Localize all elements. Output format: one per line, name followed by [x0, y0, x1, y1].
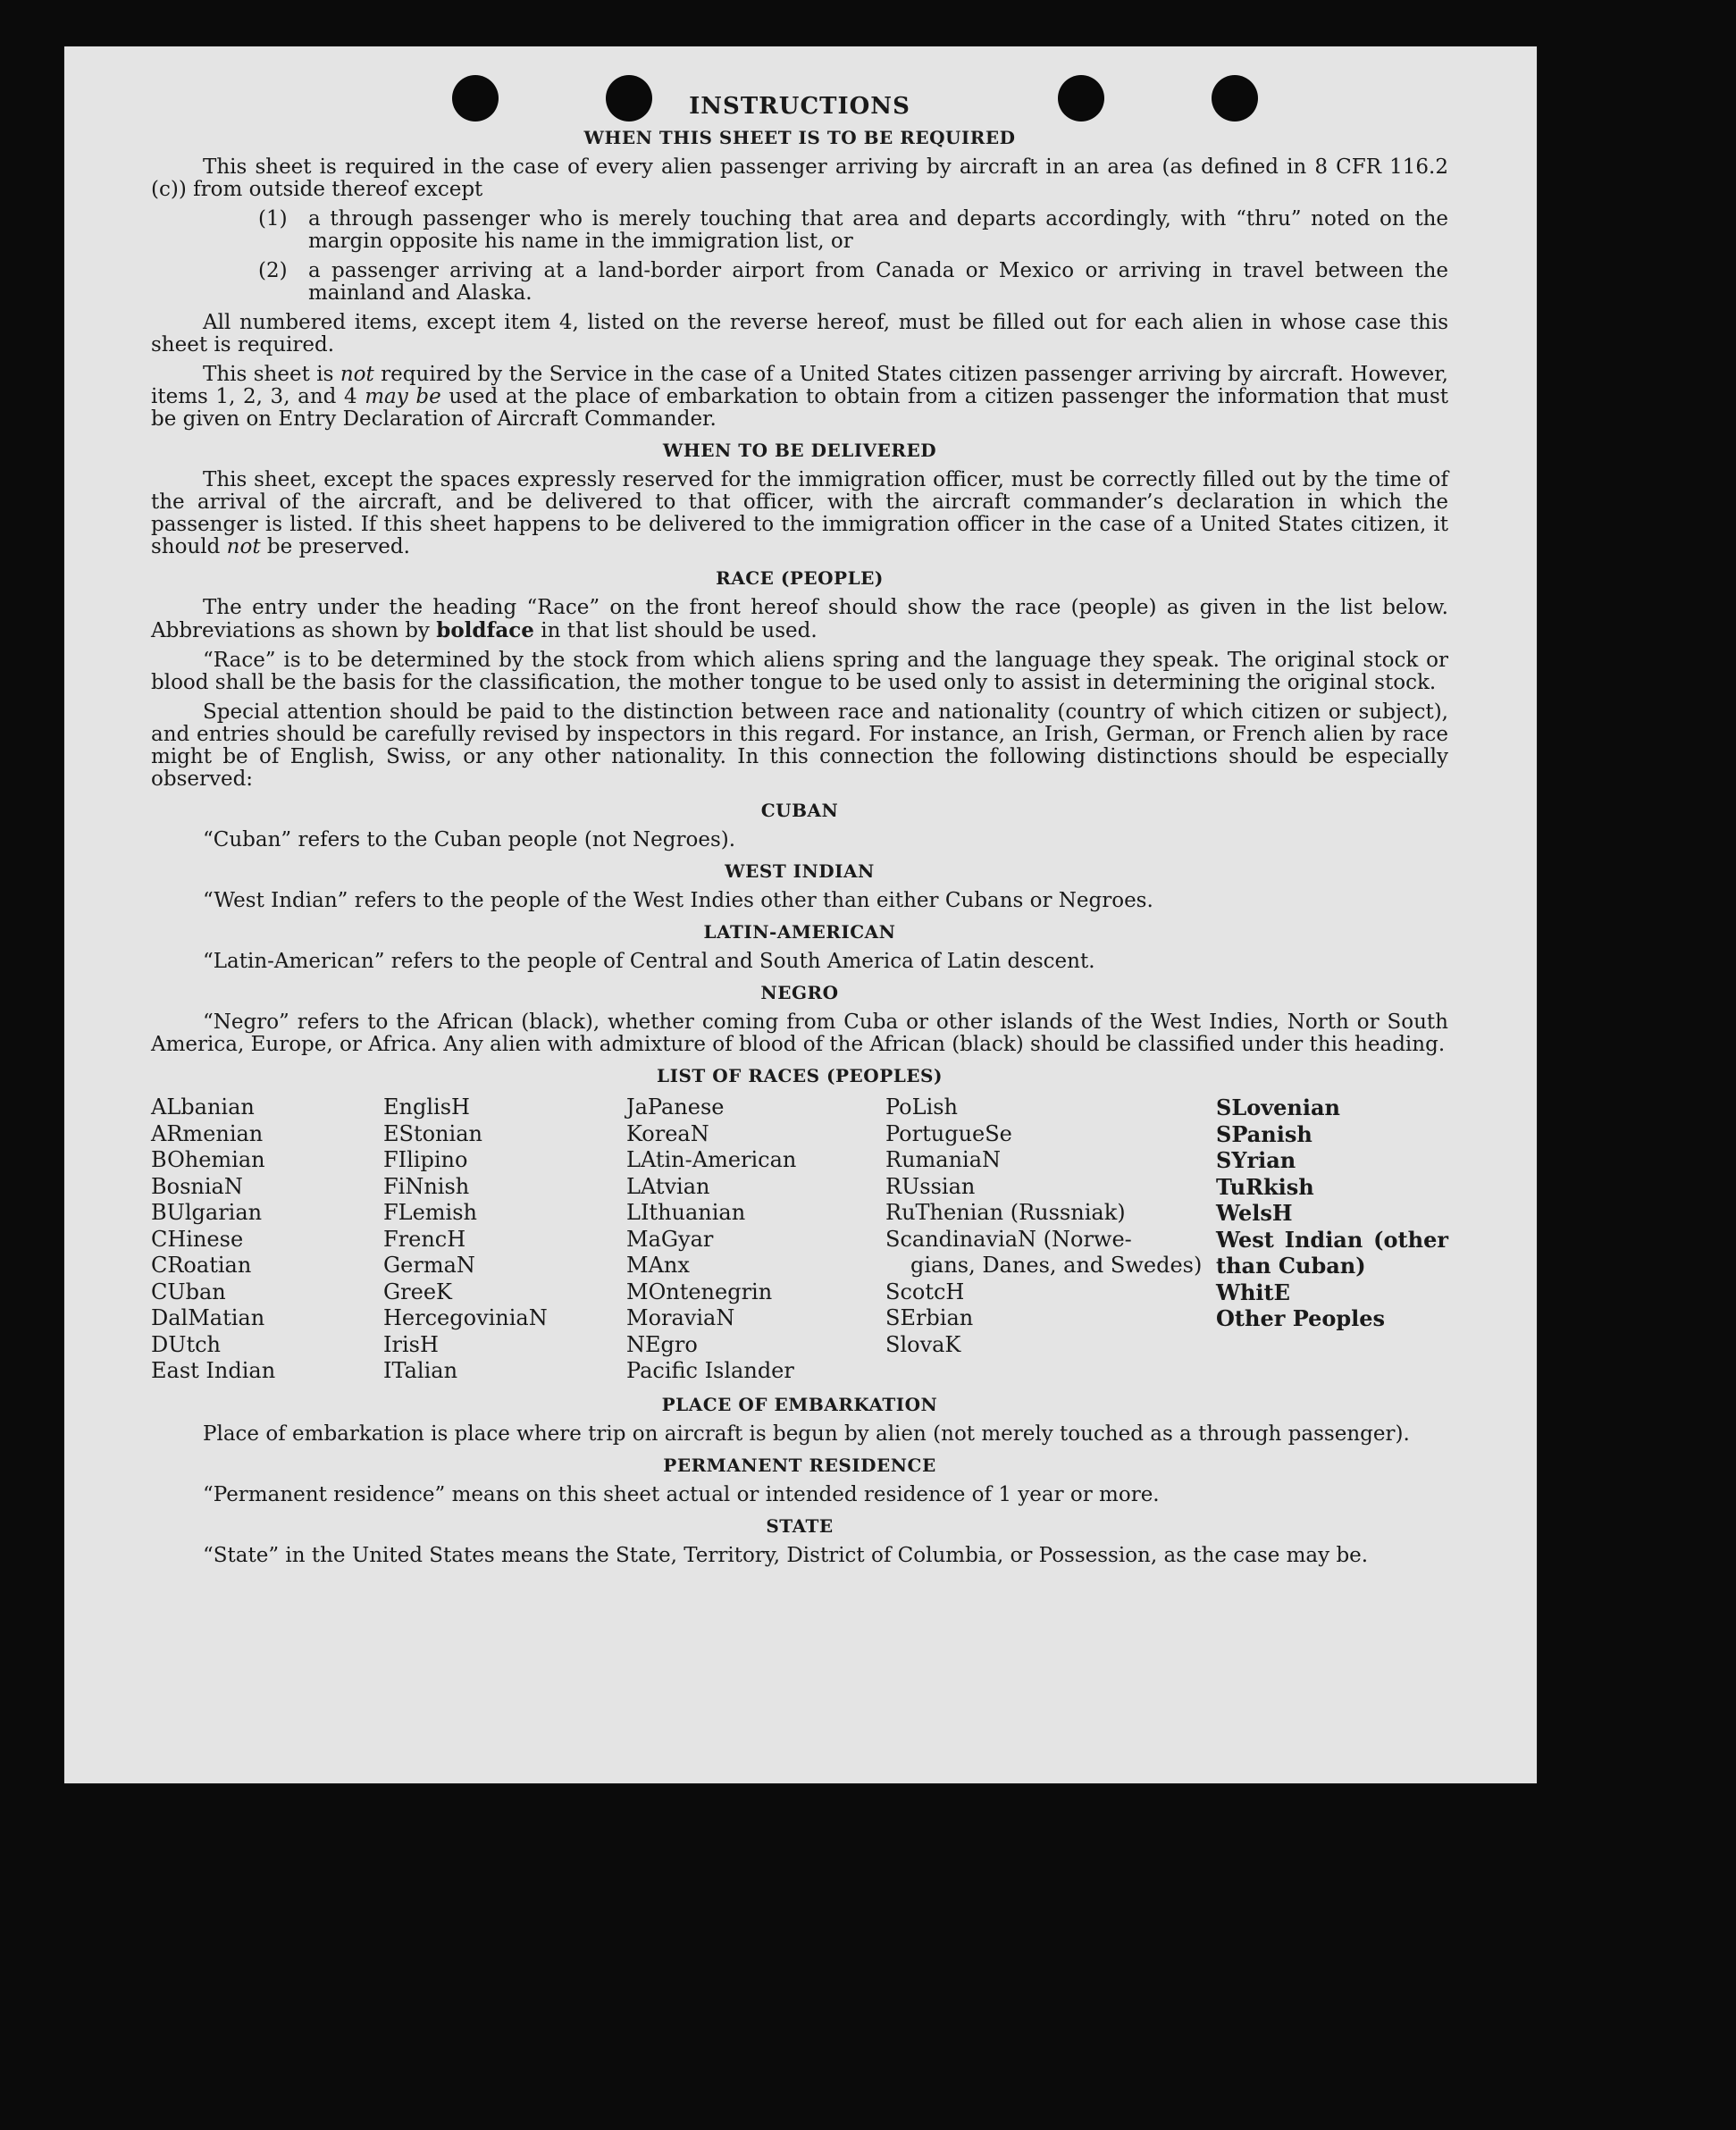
item-number: (1) — [258, 207, 288, 231]
race-entry: NEgro — [626, 1331, 698, 1357]
race-entry: West Indian (other than Cuban) — [1216, 1226, 1448, 1279]
text-run: This sheet is — [203, 363, 340, 386]
emphasis-may-be: may be — [365, 385, 441, 408]
race-entry: LIthuanian — [626, 1200, 746, 1225]
race-entry: SErbian — [885, 1305, 974, 1330]
race-entry: JaPanese — [626, 1094, 725, 1120]
race-entry: RUssian — [885, 1173, 976, 1199]
race-entry: GreeK — [383, 1279, 452, 1304]
race-entry: HercegoviniaN — [383, 1305, 548, 1330]
paragraph-latin-american: “Latin-American” refers to the people of Central and South America of Latin descent. — [203, 950, 1095, 973]
paragraph-delivered — [151, 469, 1448, 558]
paragraph-required-2: All numbered items, except item 4, listed on the reverse hereof, must be filled out for each alien in whose case this sheet is required. — [151, 311, 1448, 356]
race-column-1 — [151, 1094, 383, 1385]
bold-boldface: boldface — [436, 618, 534, 642]
race-entry: Pacific Islander — [626, 1358, 794, 1383]
race-column-5 — [1216, 1094, 1448, 1385]
race-entry: MAnx — [626, 1253, 690, 1278]
emphasis-not: not — [340, 363, 374, 386]
race-entry: FIlipino — [383, 1147, 468, 1172]
paragraph-state: “State” in the United States means the State, Territory, District of Columbia, or Possession, as the case may be. — [203, 1543, 1369, 1567]
section-heading-embarkation: PLACE OF EMBARKATION — [661, 1393, 938, 1415]
race-entry: SlovaK — [885, 1331, 961, 1357]
race-entry: CRoatian — [151, 1253, 252, 1278]
paragraph-required-1: This sheet is required in the case of every alien passenger arriving by aircraft in an area (as defined in 8 CFR 116.2 (c)) from outside thereof except — [151, 155, 1448, 201]
race-entry: BosniaN — [151, 1173, 243, 1199]
section-heading-state: STATE — [766, 1514, 834, 1537]
race-entry: East Indian — [151, 1358, 276, 1383]
race-list — [151, 1094, 1448, 1385]
race-entry: ITalian — [383, 1358, 458, 1383]
paragraph-race-1 — [151, 597, 1448, 642]
page-title: INSTRUCTIONS — [689, 93, 910, 120]
item-text: a passenger arriving at a land-border airport from Canada or Mexico or arriving in travel between the mainland and Alaska. — [308, 259, 1448, 305]
section-heading-delivered: WHEN TO BE DELIVERED — [662, 440, 937, 461]
paragraph-negro: “Negro” refers to the African (black), whether coming from Cuba or other islands of the West Indies, North or South America, Europe, or Africa. Any alien with admixture of blood of the African (black) should be classified under this heading. — [151, 1010, 1448, 1056]
race-entry: Other Peoples — [1216, 1305, 1386, 1331]
section-heading-residence: PERMANENT RESIDENCE — [663, 1454, 936, 1476]
text-run: used at the place of embarkation to obtain from a citizen passenger the information that must be given on Entry Declaration of Aircraft Commander. — [151, 385, 1448, 431]
text-run: required by the Service in the case of a United States citizen passenger arriving by aircraft. However, items 1, 2, 3, and 4 — [151, 363, 1448, 408]
exception-item-2 — [151, 260, 1448, 305]
race-entry-continuation: gians, Danes, and Swedes) — [910, 1253, 1203, 1278]
race-entry: CUban — [151, 1279, 226, 1304]
sheet-content — [151, 93, 1448, 1574]
race-entry: MaGyar — [626, 1226, 714, 1252]
text-run: The entry under the heading “Race” on the front hereof should show the race (people) as given in the list below. Abbreviations as shown by — [151, 596, 1448, 642]
race-entry: FiNnish — [383, 1173, 470, 1199]
item-text: a through passenger who is merely touching that area and departs accordingly, with “thru” noted on the margin opposite his name in the immigration list, or — [308, 207, 1448, 253]
paragraph-citizen — [151, 364, 1448, 431]
race-entry: PortugueSe — [885, 1120, 1012, 1146]
exception-item-1 — [151, 208, 1448, 253]
race-column-4 — [885, 1094, 1216, 1385]
section-heading-required: WHEN THIS SHEET IS TO BE REQUIRED — [583, 127, 1016, 148]
section-heading-race: RACE (PEOPLE) — [716, 567, 884, 589]
race-column-3 — [626, 1094, 885, 1385]
section-heading-latin-american: LATIN-AMERICAN — [703, 921, 896, 943]
section-heading-list-of-races: LIST OF RACES (PEOPLES) — [657, 1065, 943, 1086]
race-entry: FLemish — [383, 1200, 477, 1225]
race-entry: CHinese — [151, 1226, 244, 1252]
paragraph-residence: “Permanent residence” means on this sheet actual or intended residence of 1 year or more. — [203, 1482, 1160, 1506]
text-run: in that list should be used. — [533, 619, 818, 642]
race-entry: EnglisH — [383, 1094, 470, 1120]
race-entry: ALbanian — [151, 1094, 255, 1120]
section-heading-west-indian: WEST INDIAN — [725, 860, 875, 882]
emphasis-not: not — [226, 535, 261, 558]
race-entry: ScandinaviaN (Norwe- — [885, 1226, 1132, 1252]
paragraph-race-3: Special attention should be paid to the distinction between race and nationality (country of which citizen or subject), and entries should be carefully revised by inspectors in this regard. For instance, an Irish, German, or French alien by race might be of English, Swiss, or any other nationality. In this connection the following distinctions should be especially observed: — [151, 700, 1448, 791]
race-entry: SPanish — [1216, 1120, 1312, 1147]
race-entry: TuRkish — [1216, 1173, 1314, 1200]
race-entry: SYrian — [1216, 1147, 1296, 1173]
race-entry: PoLish — [885, 1094, 959, 1120]
race-entry: MOntenegrin — [626, 1279, 773, 1304]
race-entry: LAtvian — [626, 1173, 710, 1199]
text-run: This sheet, except the spaces expressly reserved for the immigration officer, must be correctly filled out by the time of the arrival of the aircraft, and be delivered to that officer, with the aircraft commander’s declaration in which the passenger is listed. If this sheet happens to be delivered to the immigration officer in the case of a United States citizen, it should — [151, 468, 1448, 558]
race-entry: KoreaN — [626, 1120, 709, 1146]
race-entry: MoraviaN — [626, 1305, 735, 1330]
item-number: (2) — [258, 259, 288, 282]
section-heading-cuban: CUBAN — [760, 800, 839, 821]
race-entry: RumaniaN — [885, 1147, 1002, 1172]
race-entry: BUlgarian — [151, 1200, 263, 1225]
race-entry: LAtin-American — [626, 1147, 797, 1172]
race-entry: SLovenian — [1216, 1094, 1340, 1120]
text-run: be preserved. — [260, 535, 410, 558]
race-entry: GermaN — [383, 1253, 475, 1278]
paragraph-west-indian: “West Indian” refers to the people of the West Indies other than either Cubans or Negroes. — [203, 889, 1153, 912]
paragraph-race-2: “Race” is to be determined by the stock from which aliens spring and the language they speak. The original stock or blood shall be the basis for the classification, the mother tongue to be used only to assist in determining the original stock. — [151, 649, 1448, 694]
race-entry: IrisH — [383, 1331, 439, 1357]
race-entry: ARmenian — [151, 1120, 264, 1146]
race-entry: DalMatian — [151, 1305, 265, 1330]
race-entry: EStonian — [383, 1120, 482, 1146]
race-entry: RuThenian (Russniak) — [885, 1200, 1126, 1225]
paragraph-embarkation: Place of embarkation is place where trip on aircraft is begun by alien (not merely touched as a through passenger). — [203, 1421, 1410, 1446]
instruction-sheet — [64, 46, 1537, 1783]
race-entry: DUtch — [151, 1331, 222, 1357]
race-column-2 — [383, 1094, 626, 1385]
paragraph-cuban: “Cuban” refers to the Cuban people (not Negroes). — [203, 828, 736, 851]
race-entry: WhitE — [1216, 1279, 1290, 1305]
race-entry: FrencH — [383, 1226, 466, 1252]
race-entry: WelsH — [1216, 1200, 1293, 1226]
race-entry: ScotcH — [885, 1279, 965, 1304]
section-heading-negro: NEGRO — [760, 982, 839, 1003]
race-entry: BOhemian — [151, 1147, 265, 1172]
